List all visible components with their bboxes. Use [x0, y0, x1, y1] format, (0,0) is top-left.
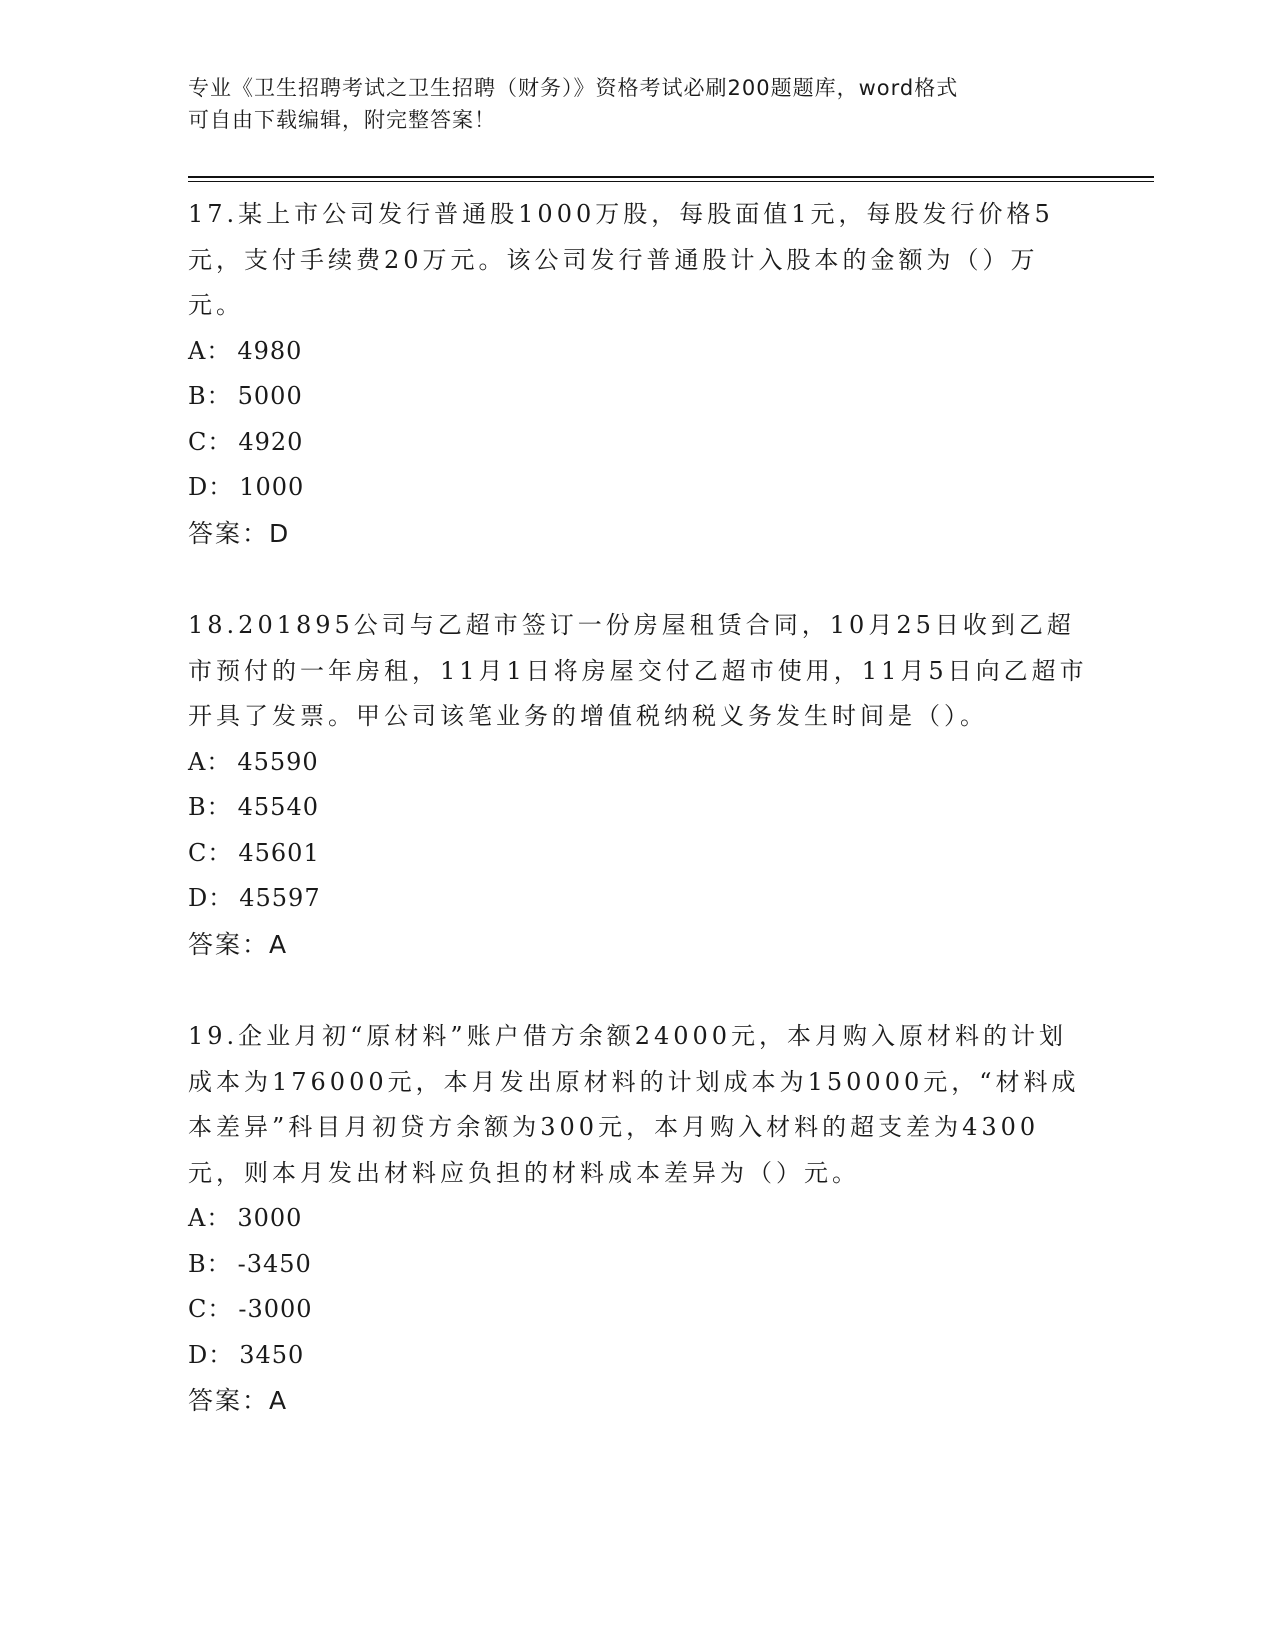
option-c [188, 831, 1088, 877]
option-value: 3000 [237, 1204, 303, 1232]
option-value: 45540 [237, 793, 319, 821]
option-letter: C [188, 1295, 208, 1323]
option-value: 45590 [237, 747, 319, 776]
option-b [188, 374, 1088, 420]
option-value: 4980 [237, 336, 303, 365]
option-letter: D [188, 1340, 209, 1369]
option-separator: ： [207, 838, 233, 867]
header-divider-thin [188, 181, 1154, 182]
question-text: 17.某上市公司发行普通股1000万股，每股面值1元，每股发行价格5元，支付手续费20万元。该公司发行普通股计入股本的金额为（）万元。 [188, 200, 1054, 319]
document-header [188, 72, 1088, 136]
option-value: -3450 [237, 1249, 312, 1278]
option-letter: D [188, 884, 209, 912]
option-value: -3000 [238, 1295, 313, 1323]
option-d [188, 465, 1088, 511]
option-separator: ： [206, 1249, 232, 1278]
option-separator: ： [206, 747, 232, 776]
option-b [188, 1242, 1088, 1288]
option-separator: ： [207, 427, 233, 456]
question-text: 18.201895公司与乙超市签订一份房屋租赁合同，10月25日收到乙超市预付的一年房租，11月1日将房屋交付乙超市使用，11月5日向乙超市开具了发票。甲公司该笔业务的增值税纳税义务发生时间是（）。 [188, 611, 1088, 730]
option-letter: B [188, 382, 207, 410]
option-separator: ： [206, 336, 232, 365]
option-value: 5000 [237, 382, 303, 410]
answer-line: 答案：D [188, 518, 291, 548]
option-separator: ： [206, 382, 232, 410]
option-separator: ： [206, 1204, 232, 1232]
option-d [188, 876, 1088, 922]
option-separator: ： [208, 1340, 234, 1369]
option-value: 45597 [239, 884, 321, 912]
question-text: 19.企业月初“原材料”账户借方余额24000元，本月购入原材料的计划成本为176000元，本月发出原材料的计划成本为150000元，“材料成本差异”科目月初贷方余额为300元，本月购入材料的超支差为4300元，则本月发出材料应负担的材料成本差异为（）元。 [188, 1022, 1080, 1187]
option-c [188, 420, 1088, 466]
option-separator: ： [208, 884, 234, 912]
option-separator: ： [206, 793, 232, 821]
question-19 [188, 1014, 1088, 1424]
option-a [188, 329, 1088, 375]
answer-line: 答案：A [188, 1386, 289, 1415]
question-18 [188, 603, 1088, 967]
option-value: 1000 [239, 473, 305, 501]
header-divider-thick [188, 176, 1154, 178]
option-letter: A [188, 747, 207, 776]
option-letter: D [188, 473, 209, 501]
option-value: 4920 [238, 427, 304, 456]
option-c [188, 1287, 1088, 1333]
question-list [188, 192, 1088, 1471]
question-17 [188, 192, 1088, 556]
option-d [188, 1333, 1088, 1379]
option-value: 45601 [238, 838, 320, 867]
option-separator: ： [208, 473, 234, 501]
header-line-1: 专业《卫生招聘考试之卫生招聘（财务）》资格考试必刷200题题库，word格式 [188, 76, 959, 100]
option-value: 3450 [239, 1340, 305, 1369]
option-letter: A [188, 336, 207, 365]
option-a [188, 740, 1088, 786]
option-letter: B [188, 1249, 207, 1278]
option-letter: B [188, 793, 207, 821]
option-separator: ： [207, 1295, 233, 1323]
option-letter: C [188, 427, 208, 456]
option-b [188, 785, 1088, 831]
option-letter: A [188, 1204, 207, 1232]
answer-line: 答案：A [188, 929, 289, 959]
header-line-2: 可自由下载编辑，附完整答案！ [188, 108, 496, 132]
option-letter: C [188, 838, 208, 867]
option-a [188, 1196, 1088, 1242]
